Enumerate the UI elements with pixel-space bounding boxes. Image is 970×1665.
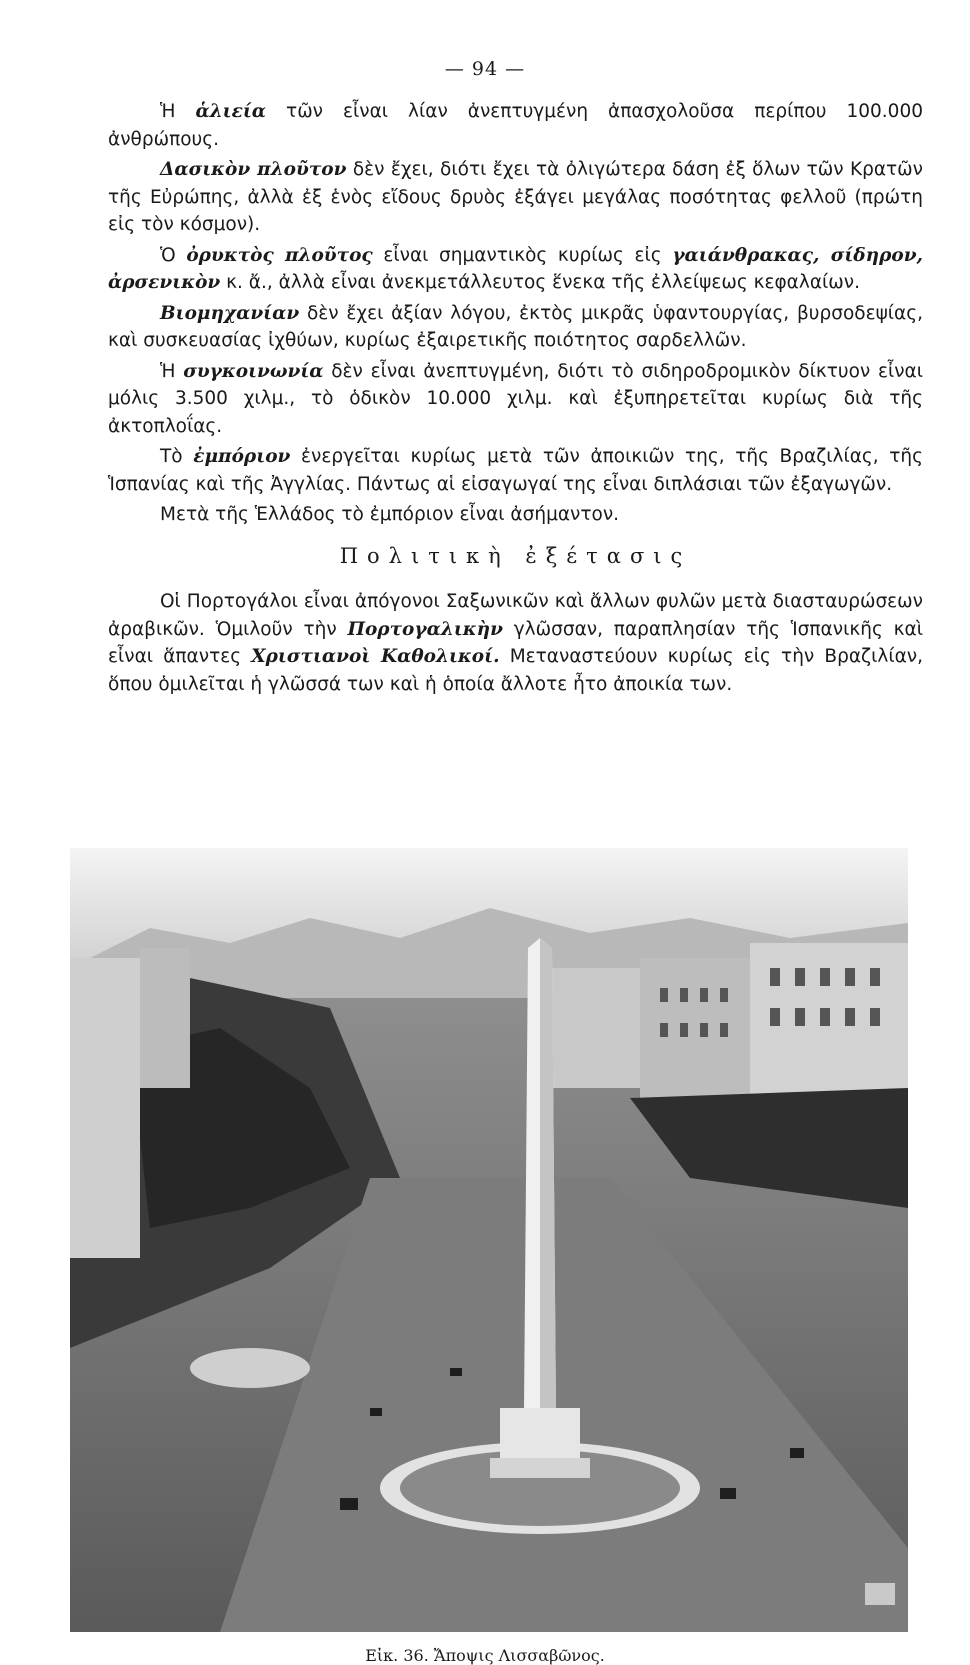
politics-paragraphs: [108, 588, 923, 698]
section-heading: Πολιτικὴ ἐξέτασις: [339, 543, 692, 568]
emphasis-term: ἁλιεία: [195, 101, 267, 122]
emphasis-term: συγκοινωνία: [183, 360, 324, 382]
paragraph: Οἱ Πορτογάλοι εἶναι ἀπόγονοι Σαξωνικῶν καὶ ἄλλων φυλῶν μετὰ διασταυρώσεων ἀραβικῶν. Ὁμιλοῦν τὴν Πορτογαλικὴν γλῶσσαν, παραπλησίαν τῆς Ἱσπανικῆς καὶ εἶναι ἅπαντες Χριστιανοὶ Καθολικοί. Μεταναστεύουν κυρίως εἰς τὴν Βραζιλίαν, ὅπου ὁμιλεῖται ἡ γλῶσσά των καὶ ἡ ὁποία ἄλλοτε ἦτο ἀποικία των.: [108, 591, 924, 695]
figure-caption: Εἰκ. 36. Ἄποψις Λισσαβῶνος.: [365, 1646, 605, 1665]
page-number: — 94 —: [444, 58, 526, 80]
body-text: [108, 98, 923, 701]
emphasis-term: Δασικὸν πλοῦτον: [160, 159, 347, 180]
emphasis-term: γαιάνθρακας, σίδηρον, ἀρσενικὸν: [108, 244, 924, 293]
emphasis-term: Βιομηχανίαν: [160, 302, 300, 324]
emphasis-term: ἐμπόριον: [193, 446, 291, 467]
paragraph: Ἡ ἁλιεία τῶν εἶναι λίαν ἀνεπτυγμένη ἀπασχολοῦσα περίπου 100.000 ἀνθρώπους.: [108, 101, 923, 150]
photo-illustration: [70, 848, 908, 1632]
paragraph: Δασικὸν πλοῦτον δὲν ἔχει, διότι ἔχει τὰ ὀλιγώτερα δάση ἐξ ὅλων τῶν Κρατῶν τῆς Εὐρώπης, ἀλλὰ ἐξ ἑνὸς εἴδους δρυὸς ἐξάγει μεγάλας ποσότητας φελλοῦ (πρώτη εἰς τὸν κόσμον).: [108, 159, 923, 235]
paragraph: Βιομηχανίαν δὲν ἔχει ἀξίαν λόγου, ἐκτὸς μικρᾶς ὑφαντουργίας, βυρσοδεψίας, καὶ συσκευασίας ἰχθύων, κυρίως ἐξαιρετικῆς ποιότητος σαρδελλῶν.: [108, 302, 923, 351]
emphasis-term: ὀρυκτὸς πλοῦτος: [186, 244, 373, 266]
paragraph: Ἡ συγκοινωνία δὲν εἶναι ἀνεπτυγμένη, διότι τὸ σιδηροδρομικὸν δίκτυον εἶναι μόλις 3.500 χιλμ., τὸ ὁδικὸν 10.000 χιλμ. καὶ ἐξυπηρετεῖται κυρίως διὰ τῆς ἀκτοπλοΐας.: [108, 360, 923, 437]
emphasis-term: Πορτογαλικὴν: [347, 618, 503, 640]
emphasis-term: Χριστιανοὶ Καθολικοί.: [251, 646, 500, 667]
paragraph: Ὁ ὀρυκτὸς πλοῦτος εἶναι σημαντικὸς κυρίως εἰς γαιάνθρακας, σίδηρον, ἀρσενικὸν κ. ἄ., ἀλλὰ εἶναι ἀνεκμετάλλευτος ἕνεκα τῆς ἐλλείψεως κεφαλαίων.: [108, 244, 924, 293]
photo-lisbon-view: [70, 848, 908, 1632]
paragraph: Τὸ ἐμπόριον ἐνεργεῖται κυρίως μετὰ τῶν ἀποικιῶν της, τῆς Βραζιλίας, τῆς Ἱσπανίας καὶ τῆς Ἀγγλίας. Πάντως αἱ εἰσαγωγαί της εἶναι διπλάσιαι τῶν ἐξαγωγῶν.: [108, 446, 924, 495]
figure-lisbon: [70, 848, 908, 1634]
paragraph: Μετὰ τῆς Ἑλλάδος τὸ ἐμπόριον εἶναι ἀσήμαντον.: [160, 504, 620, 525]
economy-paragraphs: [108, 98, 923, 529]
